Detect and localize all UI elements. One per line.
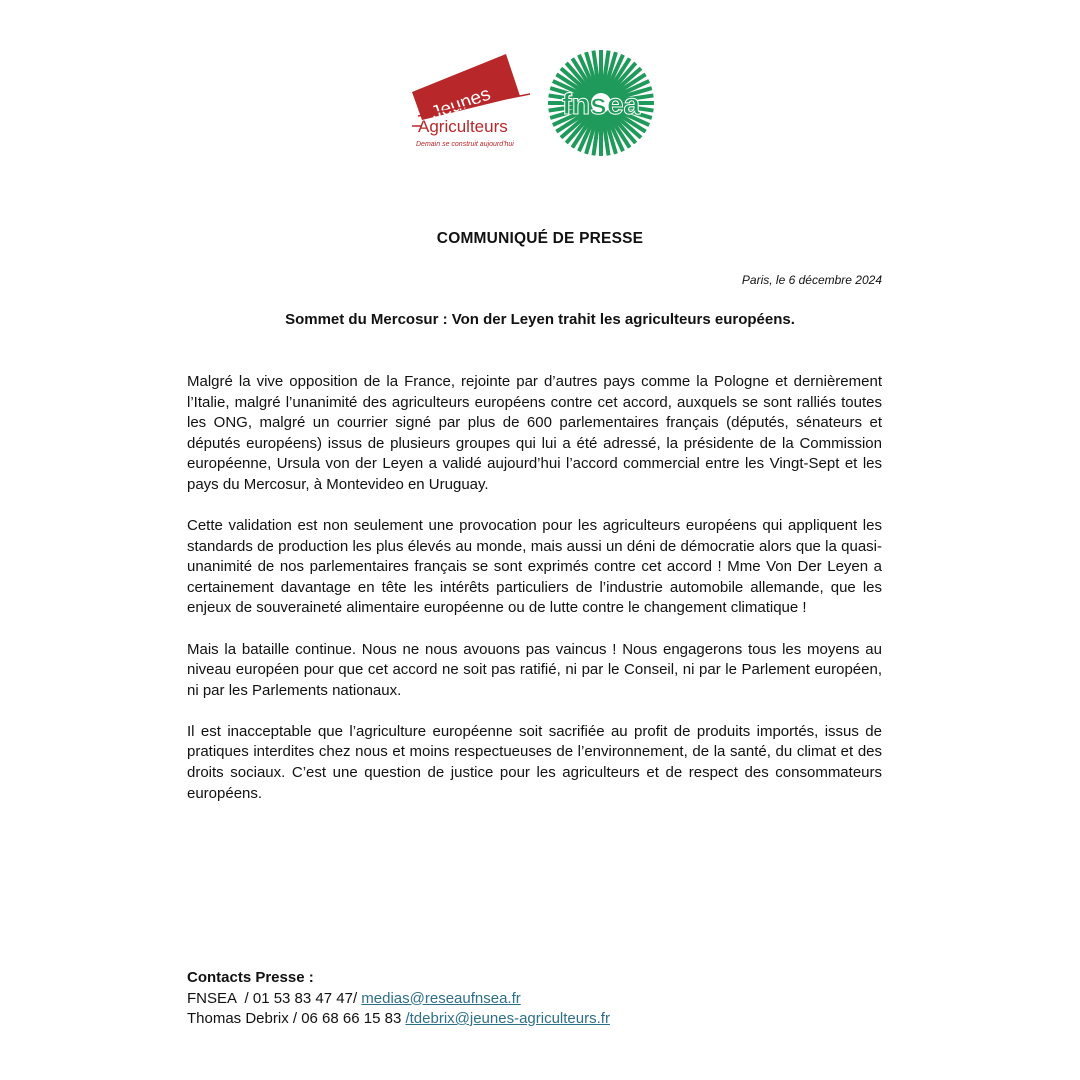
logos-header xyxy=(408,46,664,158)
jeunes-agriculteurs-logo xyxy=(408,46,536,158)
contact-line-fnsea xyxy=(187,989,610,1010)
contact-fnsea-text: FNSEA / 01 53 83 47 47/ xyxy=(187,989,362,1007)
contacts-heading: Contacts Presse : xyxy=(187,969,314,986)
contact-ja-email-link[interactable]: /tdebrix@jeunes-agriculteurs.fr xyxy=(405,1010,610,1027)
ja-logo-tagline: Demain se construit aujourd'hui xyxy=(416,141,514,148)
ja-logo-text-jeunes: Jeunes xyxy=(428,83,494,125)
press-contacts xyxy=(187,968,610,1030)
paragraph-1: Malgré la vive opposition de la France, rejointe par d’autres pays comme la Pologne et dernièrement l’Italie, malgré l’unanimité des agriculteurs européens contre cet accord, auxquels se sont ralliés toutes les ONG, malgré un courrier signé par plus de 600 parlementaires français (députés, sénateurs et députés européens) issus de plusieurs groupes qui lui a été adressé, la présidente de la Commission européenne, Ursula von der Leyen a validé aujourd’hui l’accord commercial entre les Vingt-Sept et les pays du Mercosur, à Montevideo en Uruguay. xyxy=(187,373,882,493)
paragraph-3: Mais la bataille continue. Nous ne nous avouons pas vaincus ! Nous engagerons tous les moyens au niveau européen pour que cet accord ne soit pas ratifié, ni par le Conseil, ni par le Parlement européen, ni par les Parlements nationaux. xyxy=(187,640,882,699)
fnsea-logo-text: fnsea xyxy=(561,88,641,121)
contact-fnsea-email-link[interactable]: medias@reseaufnsea.fr xyxy=(361,989,521,1007)
body-text xyxy=(187,372,882,825)
headline: Sommet du Mercosur : Von der Leyen trahit les agriculteurs européens. xyxy=(285,311,795,328)
ja-logo-text-agriculteurs: Agriculteurs xyxy=(418,117,508,136)
date-line: Paris, le 6 décembre 2024 xyxy=(741,273,882,287)
contact-ja-text: Thomas Debrix / 06 68 66 15 83 xyxy=(187,1010,406,1027)
paragraph-2: Cette validation est non seulement une provocation pour les agriculteurs européens qui appliquent les standards de production les plus élevés au monde, mais aussi un déni de démocratie alors que la quasi-unanimité de nos parlementaires français se sont exprimés contre cet accord ! Mme Von Der Leyen a certainement davantage en tête les intérêts particuliers de l’industrie automobile allemande, que les enjeux de souveraineté alimentaire européenne ou de lutte contre le changement climatique ! xyxy=(187,517,882,617)
press-release-title: COMMUNIQUÉ DE PRESSE xyxy=(436,230,644,247)
paragraph-4: Il est inacceptable que l’agriculture européenne soit sacrifiée au profit de produits importés, issus de pratiques interdites chez nous et moins respectueuses de l’environnement, de la santé, du climat et des droits sociaux. C’est une question de justice pour les agriculteurs et de respect des consommateurs européens. xyxy=(187,722,882,802)
fnsea-logo xyxy=(546,48,656,158)
contact-line-ja xyxy=(187,1009,610,1030)
